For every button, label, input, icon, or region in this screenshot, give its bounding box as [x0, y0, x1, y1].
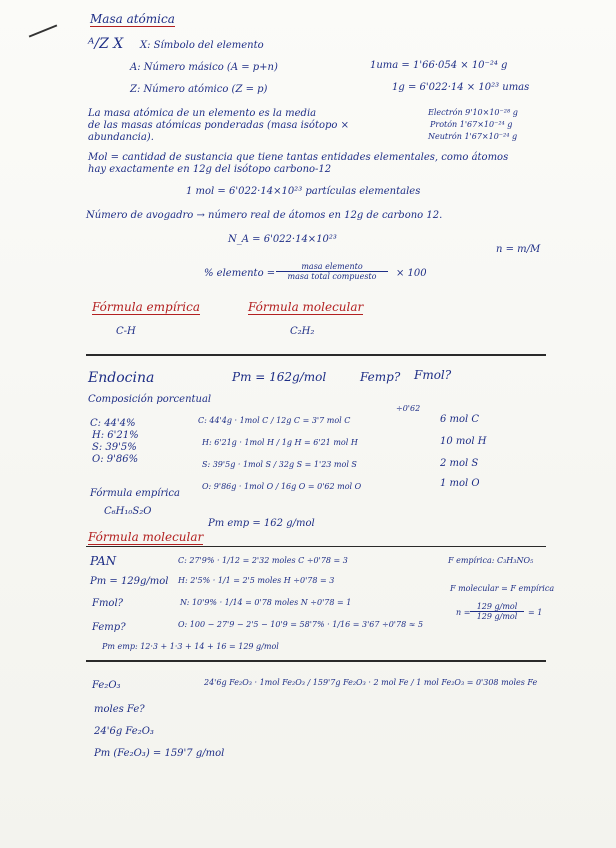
section-divider-3: [86, 660, 546, 662]
empirical-formula-label: Fórmula empírica: [92, 300, 200, 314]
ex2-femp-question: Femp?: [92, 622, 126, 633]
ex2-empirical-result: F empírica: C₃H₃NO₅: [448, 556, 534, 565]
ex1-comp-o: O: 9'86%: [92, 454, 139, 465]
neutron-mass: Neutrón 1'67×10⁻²⁴ g: [428, 132, 518, 141]
ex2-n-value: = 1: [528, 608, 543, 617]
mol-definition-2: hay exactamente en 12g del isótopo carbono-12: [88, 164, 332, 175]
ex2-n-denominator: 129 g/mol: [476, 612, 518, 621]
ex2-pm-emp: Pm emp: 12·3 + 1·3 + 14 + 16 = 129 g/mol: [102, 642, 279, 651]
ex1-comp-c: C: 44'4%: [90, 418, 136, 429]
ex1-molar-mass: Pm = 162g/mol: [232, 370, 327, 384]
ex1-divisor: ÷0'62: [396, 404, 421, 413]
ex3-question: moles Fe?: [94, 704, 145, 715]
page-title: Masa atómica: [90, 12, 175, 26]
mass-number-definition: A: Número másico (A = p+n): [130, 62, 278, 73]
empirical-example: C-H: [116, 326, 136, 337]
atomic-mass-text-2: de las masas atómicas ponderadas (masa isótopo ×: [88, 120, 349, 131]
ex3-compound: Fe₂O₃: [92, 680, 121, 691]
percent-fraction: [276, 262, 388, 281]
ex1-composition-label: Composición porcentual: [88, 394, 212, 405]
ex2-n-numerator: 129 g/mol: [470, 602, 524, 612]
section-divider-2: [86, 546, 546, 547]
ex1-empirical-result: C₆H₁₀S₂O: [104, 506, 152, 517]
percent-lhs: % elemento =: [204, 268, 276, 279]
ex2-name: PAN: [90, 554, 117, 568]
ex1-calc-o: O: 9'86g · 1mol O / 16g O = 0'62 mol O: [202, 482, 362, 491]
proton-mass: Protón 1'67×10⁻²⁴ g: [430, 120, 513, 129]
gram-equivalence: 1g = 6'022·14 × 10²³ umas: [392, 82, 530, 93]
percent-denominator: masa total compuesto: [287, 272, 377, 281]
ex2-molecular-text: F molecular = F empírica: [450, 584, 555, 593]
ex1-femp-question: Femp?: [360, 370, 401, 384]
avogadro-number: N_A = 6'022·14×10²³: [228, 234, 337, 245]
ex1-molecular-label: Fórmula molecular: [88, 530, 204, 544]
ex1-result-s: 2 mol S: [440, 458, 479, 469]
atomic-mass-text-3: abundancia).: [88, 132, 154, 143]
ex2-calc-h: H: 2'5% · 1/1 = 2'5 moles H ÷0'78 = 3: [178, 576, 335, 585]
molecular-example: C₂H₂: [290, 326, 315, 337]
section-divider-1: [86, 354, 546, 356]
ex1-empirical-label: Fórmula empírica: [90, 488, 180, 499]
electron-mass: Electrón 9'10×10⁻²⁸ g: [428, 108, 518, 117]
ex1-pm-emp: Pm emp = 162 g/mol: [208, 518, 315, 529]
ex1-calc-c: C: 44'4g · 1mol C / 12g C = 3'7 mol C: [198, 416, 351, 425]
ex2-fmol-question: Fmol?: [92, 598, 124, 609]
mol-equation: 1 mol = 6'022·14×10²³ partículas elementales: [186, 186, 421, 197]
ex1-result-h: 10 mol H: [440, 436, 487, 447]
ex2-n-fraction: [470, 602, 524, 621]
moles-formula: n = m/M: [496, 244, 541, 255]
ex1-comp-h: H: 6'21%: [92, 430, 139, 441]
ex2-n-eq: n =: [456, 608, 471, 617]
pen-scratch-mark: [29, 24, 58, 37]
ex2-calc-c: C: 27'9% · 1/12 = 2'32 moles C ÷0'78 = 3: [178, 556, 348, 565]
molecular-formula-label: Fórmula molecular: [248, 300, 364, 314]
ex1-calc-h: H: 6'21g · 1mol H / 1g H = 6'21 mol H: [202, 438, 358, 447]
ex1-result-o: 1 mol O: [440, 478, 480, 489]
isotope-notation: ᴬ/Z X: [88, 36, 124, 52]
ex1-calc-s: S: 39'5g · 1mol S / 32g S = 1'23 mol S: [202, 460, 357, 469]
atomic-mass-text-1: La masa atómica de un elemento es la media: [88, 108, 317, 119]
atomic-number-definition: Z: Número atómico (Z = p): [130, 84, 268, 95]
ex3-calc: 24'6g Fe₂O₃ · 1mol Fe₂O₃ / 159'7g Fe₂O₃ · 2 mol Fe / 1 mol Fe₂O₃ = 0'308 moles Fe: [204, 678, 538, 687]
ex2-molar-mass: Pm = 129g/mol: [90, 576, 169, 587]
symbol-definition: X: Símbolo del elemento: [140, 40, 264, 51]
avogadro-definition: Número de avogadro → número real de átomos en 12g de carbono 12.: [86, 210, 443, 221]
ex3-mass: 24'6g Fe₂O₃: [94, 726, 154, 737]
ex3-molar-mass: Pm (Fe₂O₃) = 159'7 g/mol: [94, 748, 225, 759]
uma-equivalence: 1uma = 1'66·054 × 10⁻²⁴ g: [370, 60, 508, 71]
ex1-result-c: 6 mol C: [440, 414, 480, 425]
ex2-calc-o: O: 100 − 27'9 − 2'5 − 10'9 = 58'7% · 1/16 = 3'67 ÷0'78 ≈ 5: [178, 620, 424, 629]
percent-numerator: masa elemento: [276, 262, 388, 272]
mol-definition-1: Mol = cantidad de sustancia que tiene tantas entidades elementales, como átomos: [88, 152, 509, 163]
ex2-calc-n: N: 10'9% · 1/14 = 0'78 moles N ÷0'78 = 1: [180, 598, 352, 607]
ex1-fmol-question: Fmol?: [414, 368, 452, 382]
ex1-title: Endocina: [88, 370, 155, 386]
ex1-comp-s: S: 39'5%: [92, 442, 137, 453]
percent-rhs: × 100: [396, 268, 427, 279]
